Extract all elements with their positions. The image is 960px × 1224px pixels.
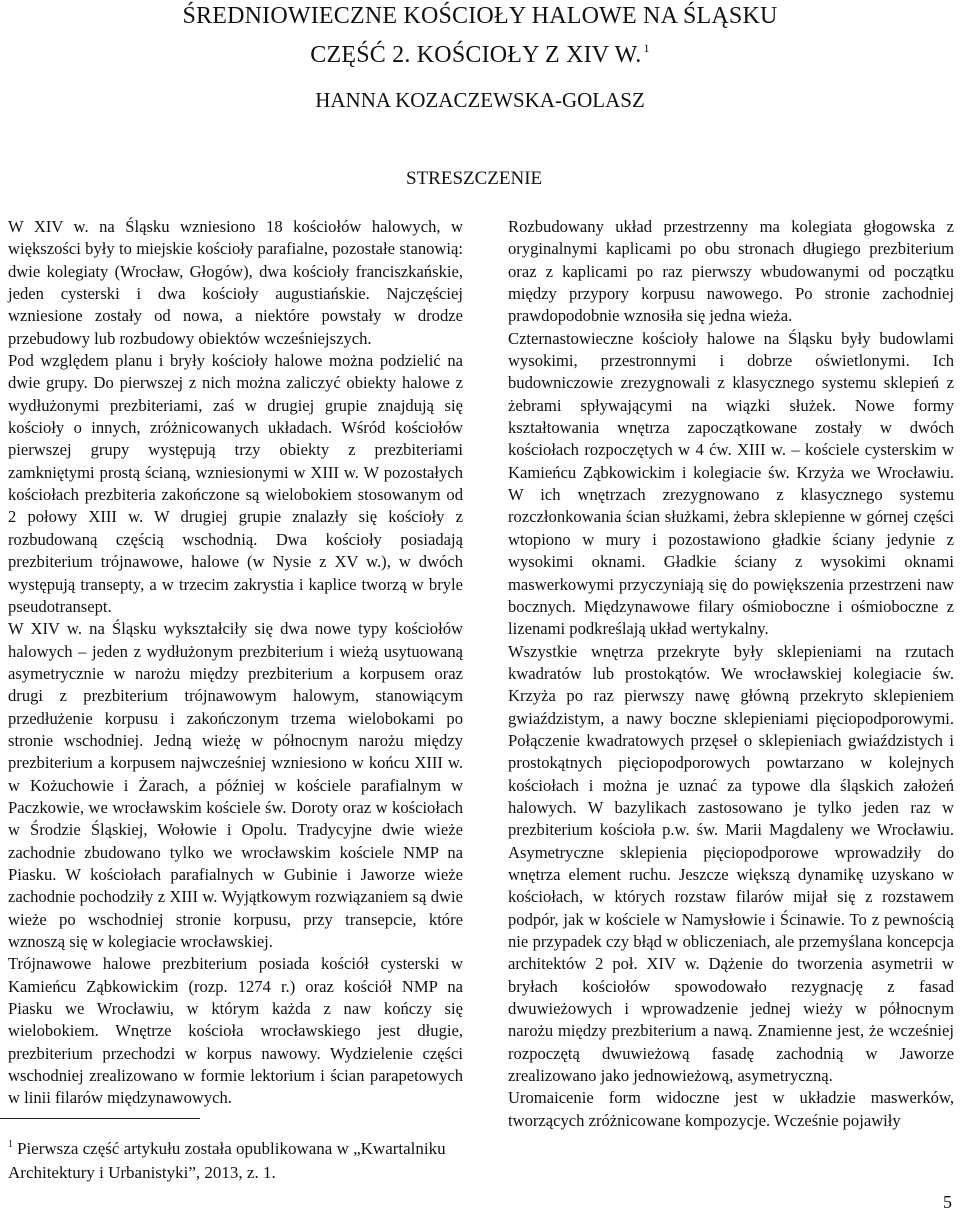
right-paragraph-1: Rozbudowany układ przestrzenny ma kolegiata głogowska z oryginalnymi kaplicami po obu stronach długiego prezbiterium oraz z kaplicami po raz pierwszy wbudowanymi od początku między przypory korpusu nawowego. Po stronie zachodniej prawdopodobnie wznosiła się jedna wieża. (508, 217, 954, 326)
left-column (8, 216, 463, 1110)
left-paragraph-1: W XIV w. na Śląsku wzniesiono 18 kościołów halowych, w większości były to miejskie kościoły parafialne, pozostałe stanowią: dwie kolegiaty (Wrocław, Głogów), dwa kościoły franciszkańskie, jeden cysterski i dwa kościoły augustiańskie. Najczęściej wzniesione zostały od nowa, a niektóre powstały w drodze przebudowy lub rozbudowy obiektów wcześniejszych. (8, 217, 463, 348)
author-name: HANNA KOZACZEWSKA-GOLASZ (315, 88, 645, 112)
footnote-divider (0, 1118, 200, 1119)
left-paragraph-3: W XIV w. na Śląsku wykształciły się dwa nowe typy kościołów halowych – jeden z wydłużonym prezbiterium i wieżą usytuowaną asymetrycznie w narożu między prezbiterium a korpusem oraz drugi z prezbiterium trójnawowym halowym, stanowiącym przedłużenie korpusu i zakończonym trzema wielobokami po stronie wschodniej. Jedną wieżę w północnym narożu między prezbiterium a korpusem najwcześniej wzniesiono w końcu XIII w. w Kożuchowie i Żarach, a później w kościele parafialnym w Paczkowie, we wrocławskim kościele św. Doroty oraz w kościołach w Środzie Śląskiej, Wołowie i Opolu. Tradycyjne dwie wieże zachodnie zbudowano tylko we wrocławskim kościele NMP na Piasku. W kościołach parafialnych w Gubinie i Jaworze wieże zachodnie pochodziły z XIII w. Wyjątkowym rozwiązaniem są dwie wieże po wschodniej stronie korpusu, przy transepcie, które wznoszą się w kolegiacie wrocławskiej. (8, 619, 463, 951)
right-column (508, 216, 954, 1132)
footnote-text: Pierwsza część artykułu została opublikowana w „Kwartalniku Architektury i Urbanistyki”, 2013, z. 1. (8, 1139, 446, 1182)
right-paragraph-4: Uromaicenie form widoczne jest w układzie maswerków, tworzących zróżnicowane kompozycje. Wcześnie pojawiły (508, 1088, 954, 1130)
article-title-line-1: ŚREDNIOWIECZNE KOŚCIOŁY HALOWE NA ŚLĄSKU (182, 3, 778, 29)
left-paragraph-4: Trójnawowe halowe prezbiterium posiada kościół cysterski w Kamieńcu Ząbkowickim (rozp. 1274 r.) oraz kościół NMP na Piasku we Wrocławiu, w którym każda z naw kończy się wielobokiem. Wnętrze kościoła wrocławskiego jest długie, prezbiterium przechodzi w korpus nawowy. Wydzielenie części wschodniej zrealizowano w formie lektorium i ścian parapetowych w linii filarów międzynawowych. (8, 954, 463, 1108)
section-heading: STRESZCZENIE (406, 168, 543, 189)
title-footnote-ref: 1 (643, 41, 650, 55)
right-paragraph-3: Wszystkie wnętrza przekryte były sklepieniami na rzutach kwadratów lub prostokątów. We wrocławskiej kolegiacie św. Krzyża po raz pierwszy nawę główną przekryto sklepieniem gwiaździstym, a nawy boczne sklepieniami pięciopodporowymi. Połączenie kwadratowych przęseł o sklepieniach gwiaździstych i prostokątnych pięciopodporowych powtarzano w kolejnych kościołach i można je uznać za typowe dla śląskich założeń halowych. W bazylikach zastosowano je tylko jeden raz w prezbiterium kościoła p.w. św. Marii Magdaleny we Wrocławiu. Asymetryczne sklepienia pięciopodporowe wprowadziły do wnętrza element ruchu. Jeszcze większą dynamikę uzyskano w kościołach, w których rozstaw filarów mijał się z rozstawem podpór, jak w kościele w Namysłowie i Ścinawie. To z pewnością nie przypadek czy błąd w obliczeniach, ale przemyślana koncepcja architektów 2 poł. XIV w. Dążenie do tworzenia asymetrii w bryłach kościołów spowodowało rezygnację z fasad dwuwieżowych i wprowadzenie jednej wieży w północnym narożu między prezbiterium a nawą. Znamienne jest, że wcześniej rozpoczętą dwuwieżową fasadę zachodnią w Jaworze zrealizowano jako jednowieżową, asymetryczną. (508, 641, 954, 1086)
footnote (8, 1133, 488, 1185)
page-number: 5 (943, 1192, 952, 1212)
left-paragraph-2: Pod względem planu i bryły kościoły halowe można podzielić na dwie grupy. Do pierwszej z nich można zaliczyć obiekty halowe z wydłużonymi prezbiteriami, zaś w drugiej grupie znajdują się kościoły o innych, zróżnicowanych układach. Wśród kościołów pierwszej grupy występują trzy obiekty z prezbiteriami zamkniętymi prostą ścianą, wzniesionymi w XIII w. W pozostałych kościołach prezbiteria zakończone są wielobokiem stosowanym od 2 połowy XIII w. W drugiej grupie znalazły się kościoły z rozbudowaną częścią wschodnią. Dwa kościoły posiadają prezbiterium trójnawowe, halowe (w Nysie z XV w.), w dwóch występują transepty, a w trzecim zakrystia i kaplice tworzą w bryle pseudotransept. (8, 351, 463, 616)
article-title-line-2 (0, 32, 960, 71)
footnote-number: 1 (8, 1139, 13, 1150)
right-paragraph-2: Czternastowieczne kościoły halowe na Śląsku były budowlami wysokimi, przestronnymi i dobrze oświetlonymi. Ich budowniczowie zrezygnowali z klasycznego systemu sklepień z żebrami spływającymi na wiązki służek. Nowe formy kształtowania wnętrza zapoczątkowane zostały w dwóch kościołach rozpoczętych w 4 ćw. XIII w. – kościele cysterskim w Kamieńcu Ząbkowickim i kolegiacie św. Krzyża we Wrocławiu. W ich wnętrzach zrezygnowano z klasycznego systemu rozczłonkowania ścian służkami, żebra sklepienne w górnej części wtopiono w mury i pozostawiono gładkie ściany jedynie z wysokimi oknami. Gładkie ściany z wysokimi oknami maswerkowymi przyczyniają się do powiększenia przestrzeni naw bocznych. Międzynawowe filary ośmioboczne i ośmioboczne z lizenami podkreślają układ wertykalny. (508, 328, 954, 639)
title-line-2-text: CZĘŚĆ 2. KOŚCIOŁY Z XIV W. (310, 42, 642, 68)
